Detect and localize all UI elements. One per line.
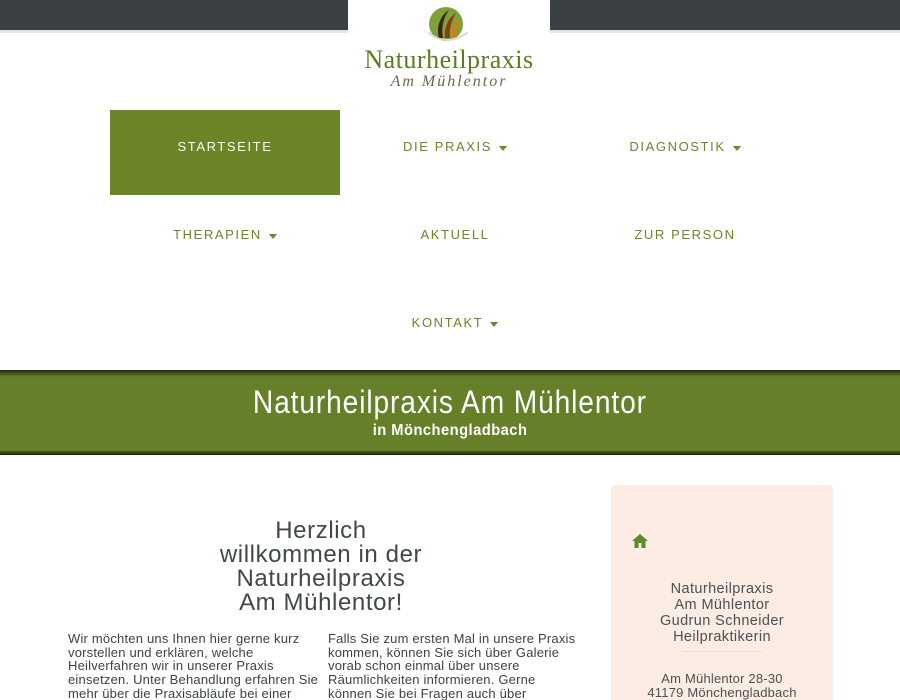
divider [682,651,762,652]
logo-leaf-icon [419,5,479,45]
practice-name [611,581,833,645]
nav-item-diagnostik[interactable] [570,110,800,195]
nav-item-label: KONTAKT [411,315,484,330]
page-title [65,519,577,615]
nav-item-label: THERAPIEN [173,227,262,242]
nav-item-label: DIE PRAXIS [403,139,492,154]
intro-text-right: Falls Sie zum ersten Mal in unsere Praxis kommen, können Sie sich über Galerie vorab schon einmal über unsere Räumlichkeiten informieren. Gerne können Sie bei Fragen auch über [328,631,576,700]
practice-name-line: Gudrun Schneider [659,613,785,629]
address-line: 41179 Mönchengladbach [647,685,797,700]
nav-item-kontakt[interactable] [340,286,570,371]
nav-item-aktuell[interactable] [340,198,570,283]
address-line: Am Mühlentor 28-30 [661,671,783,686]
page-title-line: Naturheilpraxis [236,565,406,592]
hero-subtitle: in Mönchengladbach [372,421,528,439]
practice-name-line: Naturheilpraxis [670,581,774,597]
nav-item-label: ZUR PERSON [634,227,736,242]
page-title-line: willkommen in der [219,541,423,568]
practice-name-line: Heilpraktikerin [673,629,771,645]
hero-title: Naturheilpraxis Am Mühlentor [252,383,647,420]
chevron-down-icon [490,322,498,327]
chevron-down-icon [733,146,741,151]
chevron-down-icon [269,234,277,239]
intro-text-left: Wir möchten uns Ihnen hier gerne kurz vorstellen und erklären, welche Heilverfahren wir in unserer Praxis einsetzen. Unter Behandlung erfahren Sie mehr über die Praxisabläufe bei einer [68,631,319,700]
nav-item-label: AKTUELL [420,227,490,242]
logo-subtitle: Am Mühlentor [390,73,508,90]
nav-item-startseite[interactable] [110,110,340,195]
intro-text-columns [68,632,580,700]
nav-item-label: STARTSEITE [177,139,273,154]
contact-info-box [611,485,833,700]
logo[interactable] [348,0,550,96]
nav-item-zur-person[interactable] [570,198,800,283]
page-title-line: Herzlich [275,517,367,544]
main-nav [110,110,800,371]
logo-title: Naturheilpraxis [364,45,534,74]
hero-banner [0,370,900,455]
page-title-line: Am Mühlentor! [239,589,403,616]
nav-item-die-praxis[interactable] [340,110,570,195]
practice-name-line: Am Mühlentor [674,597,770,613]
practice-address [611,672,833,700]
nav-item-therapien[interactable] [110,198,340,283]
chevron-down-icon [499,146,507,151]
nav-item-label: DIAGNOSTIK [629,139,726,154]
home-icon[interactable] [632,534,648,548]
